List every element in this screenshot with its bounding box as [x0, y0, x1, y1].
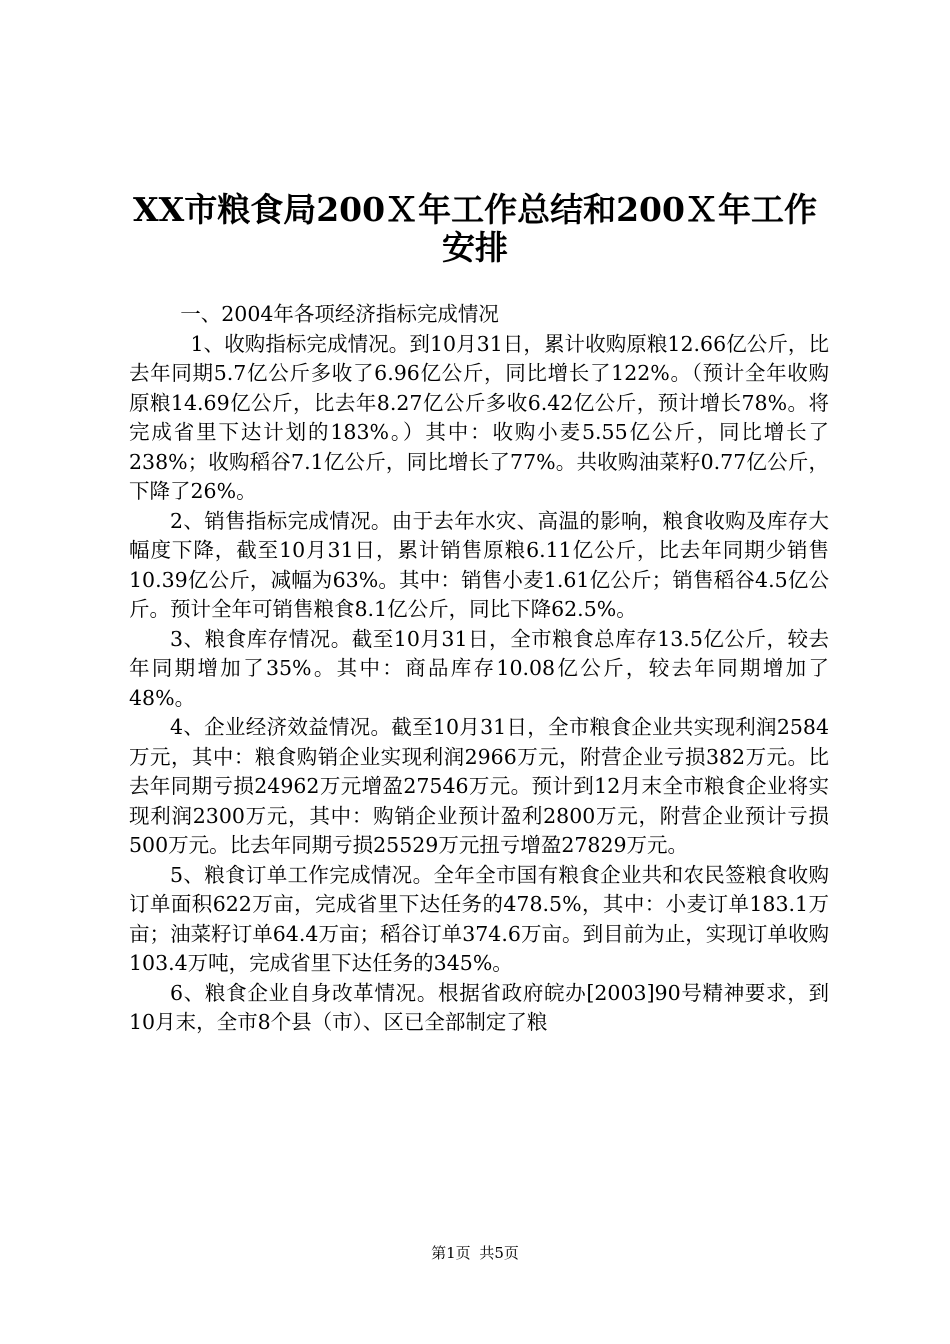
paragraph-purchase: 1、收购指标完成情况。到10月31日，累计收购原粮12.66亿公斤，比去年同期5.7亿公斤多收了6.96亿公斤，同比增长了122%。（预计全年收购原粮14.69亿公斤，比去年8.27亿公斤多收6.42亿公斤，预计增长78%。将完成省里下达计划的183%。）其中：收购小麦5.55亿公斤，同比增长了238%；收购稻谷7.1亿公斤，同比增长了77%。共收购油菜籽0.77亿公斤，下降了26%。 — [129, 331, 829, 503]
paragraph-sales: 2、销售指标完成情况。由于去年水灾、高温的影响，粮食收购及库存大幅度下降，截至10月31日，累计销售原粮6.11亿公斤，比去年同期少销售10.39亿公斤，减幅为63%。其中：销售小麦1.61亿公斤；销售稻谷4.5亿公斤。预计全年可销售粮食8.1亿公斤，同比下降62.5%。 — [129, 508, 829, 621]
page-number: 第1页 — [431, 1244, 471, 1262]
document-title-line-2: 安排 — [442, 228, 508, 267]
document-body — [129, 300, 829, 1038]
document-title-line-1: XX市粮食局200Ｘ年工作总结和200Ｘ年工作 — [133, 190, 817, 229]
page-total: 共5页 — [479, 1244, 519, 1262]
paragraph-orders: 5、粮食订单工作完成情况。全年全市国有粮食企业共和农民签粮食收购订单面积622万亩，完成省里下达任务的478.5%，其中：小麦订单183.1万亩；油菜籽订单64.4万亩；稻谷订单374.6万亩。到目前为止，实现订单收购103.4万吨，完成省里下达任务的345%。 — [129, 862, 829, 975]
paragraph-inventory: 3、粮食库存情况。截至10月31日，全市粮食总库存13.5亿公斤，较去年同期增加了35%。其中：商品库存10.08亿公斤，较去年同期增加了48%。 — [129, 626, 829, 710]
paragraph-reform: 6、粮食企业自身改革情况。根据省政府皖办[2003]90号精神要求，到10月末，全市8个县（市）、区已全部制定了粮 — [129, 980, 829, 1034]
section-heading: 一、2004年各项经济指标完成情况 — [180, 302, 499, 326]
paragraph-profit: 4、企业经济效益情况。截至10月31日，全市粮食企业共实现利润2584万元，其中：粮食购销企业实现利润2966万元，附营企业亏损382万元。比去年同期亏损24962万元增盈27546万元。预计到12月末全市粮食企业将实现利润2300万元，其中：购销企业预计盈利2800万元，附营企业预计亏损500万元。比去年同期亏损25529万元扭亏增盈27829万元。 — [129, 715, 829, 857]
page-footer — [0, 1243, 950, 1263]
